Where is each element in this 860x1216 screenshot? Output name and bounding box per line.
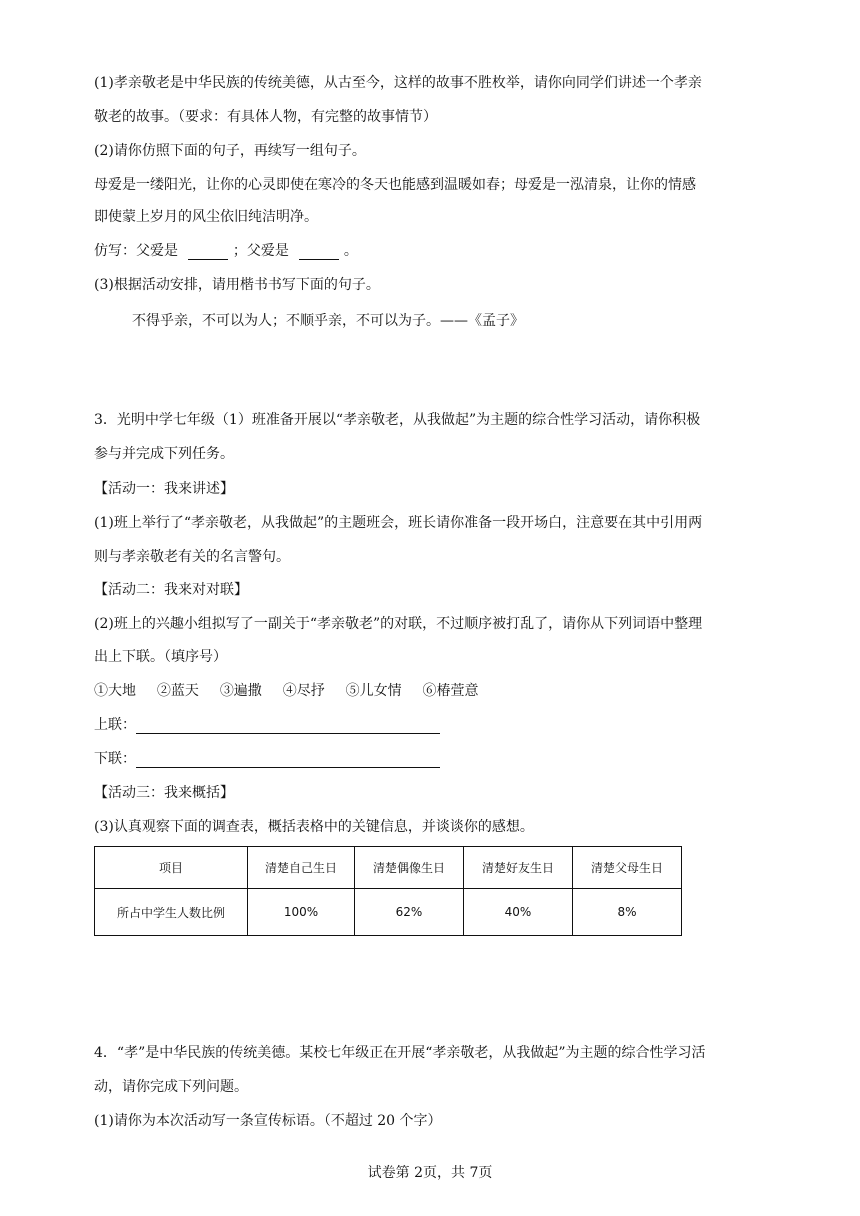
- activity2-heading: 【活动二：我来对对联】: [94, 582, 248, 598]
- option-2: ②蓝天: [156, 683, 199, 699]
- q2-task1-line2: 敬老的故事。（要求：有具体人物，有完整的故事情节）: [94, 109, 437, 125]
- q3-task2-line2: 出上下联。（填序号）: [94, 649, 227, 665]
- lower-couplet-blank[interactable]: [136, 753, 440, 768]
- option-3: ③遍撒: [219, 683, 262, 699]
- imitate-blank-1[interactable]: [188, 245, 228, 260]
- upper-couplet-blank[interactable]: [136, 719, 440, 734]
- imitate-blank-2[interactable]: [299, 245, 339, 260]
- option-1: ①大地: [94, 683, 136, 699]
- value-friend-birthday: 40%: [464, 889, 573, 936]
- example-line1: 母爱是一缕阳光，让你的心灵即使在寒冷的冬天也能感到温暖如春；母爱是一泓清泉，让你的情感: [94, 177, 696, 193]
- q3-task1-line2: 则与孝亲敬老有关的名言警句。: [94, 549, 290, 565]
- option-5: ⑤儿女情: [345, 683, 402, 699]
- lower-couplet-label: 下联：: [94, 751, 136, 767]
- q2-task2: (2)请你仿照下面的句子，再续写一组句子。: [94, 143, 366, 159]
- header-idol-birthday: 清楚偶像生日: [355, 847, 464, 889]
- value-idol-birthday: 62%: [355, 889, 464, 936]
- activity1-heading: 【活动一：我来讲述】: [94, 481, 234, 497]
- option-6: ⑥椿萱意: [422, 683, 479, 699]
- survey-table: [94, 846, 682, 936]
- example-line2: 即使蒙上岁月的风尘依旧纯洁明净。: [94, 209, 318, 225]
- q3-intro-line1: 3．光明中学七年级（1）班准备开展以“孝亲敬老，从我做起”为主题的综合性学习活动，请你积极: [94, 412, 701, 428]
- header-item: 项目: [95, 847, 248, 889]
- row-label: 所占中学生人数比例: [95, 889, 248, 936]
- q3-intro-line2: 参与并完成下列任务。: [94, 446, 234, 462]
- imitate-end: 。: [343, 243, 358, 259]
- q3-task3: (3)认真观察下面的调查表，概括表格中的关键信息，并谈谈你的感想。: [94, 819, 534, 835]
- page-footer: 试卷第 2页，共 7页: [367, 1165, 493, 1181]
- couplet-options: [94, 682, 479, 700]
- header-parent-birthday: 清楚父母生日: [573, 847, 682, 889]
- survey-data-row: [95, 889, 682, 936]
- q4-task1: (1)请你为本次活动写一条宣传标语。（不超过 20 个字）: [94, 1113, 442, 1129]
- q3-task2-line1: (2)班上的兴趣小组拟写了一副关于“孝亲敬老”的对联，不过顺序被打乱了，请你从下列词语中整理: [94, 616, 703, 632]
- header-own-birthday: 清楚自己生日: [248, 847, 355, 889]
- activity3-heading: 【活动三：我来概括】: [94, 785, 234, 801]
- q2-task3: (3)根据活动安排，请用楷书书写下面的句子。: [94, 277, 380, 293]
- q4-intro-line1: 4．“孝”是中华民族的传统美德。某校七年级正在开展“孝亲敬老，从我做起”为主题的综合性学习活: [94, 1045, 706, 1061]
- q3-task1-line1: (1)班上举行了“孝亲敬老，从我做起”的主题班会，班长请你准备一段开场白，注意要在其中引用两: [94, 515, 703, 531]
- upper-couplet-label: 上联：: [94, 717, 136, 733]
- upper-couplet-row: [94, 716, 440, 734]
- imitate-mid: ；父爱是: [232, 243, 289, 259]
- header-friend-birthday: 清楚好友生日: [464, 847, 573, 889]
- imitate-line: [94, 242, 358, 260]
- imitate-prefix: 仿写：父爱是: [94, 243, 178, 259]
- value-own-birthday: 100%: [248, 889, 355, 936]
- survey-header-row: [95, 847, 682, 889]
- q2-task1-line1: (1)孝亲敬老是中华民族的传统美德，从古至今，这样的故事不胜枚举，请你向同学们讲述一个孝亲: [94, 75, 702, 91]
- q4-intro-line2: 动，请你完成下列问题。: [94, 1079, 248, 1095]
- lower-couplet-row: [94, 750, 440, 768]
- option-4: ④尽抒: [282, 683, 325, 699]
- mencius-quote: 不得乎亲，不可以为人；不顺乎亲，不可以为子。——《孟子》: [132, 313, 524, 329]
- value-parent-birthday: 8%: [573, 889, 682, 936]
